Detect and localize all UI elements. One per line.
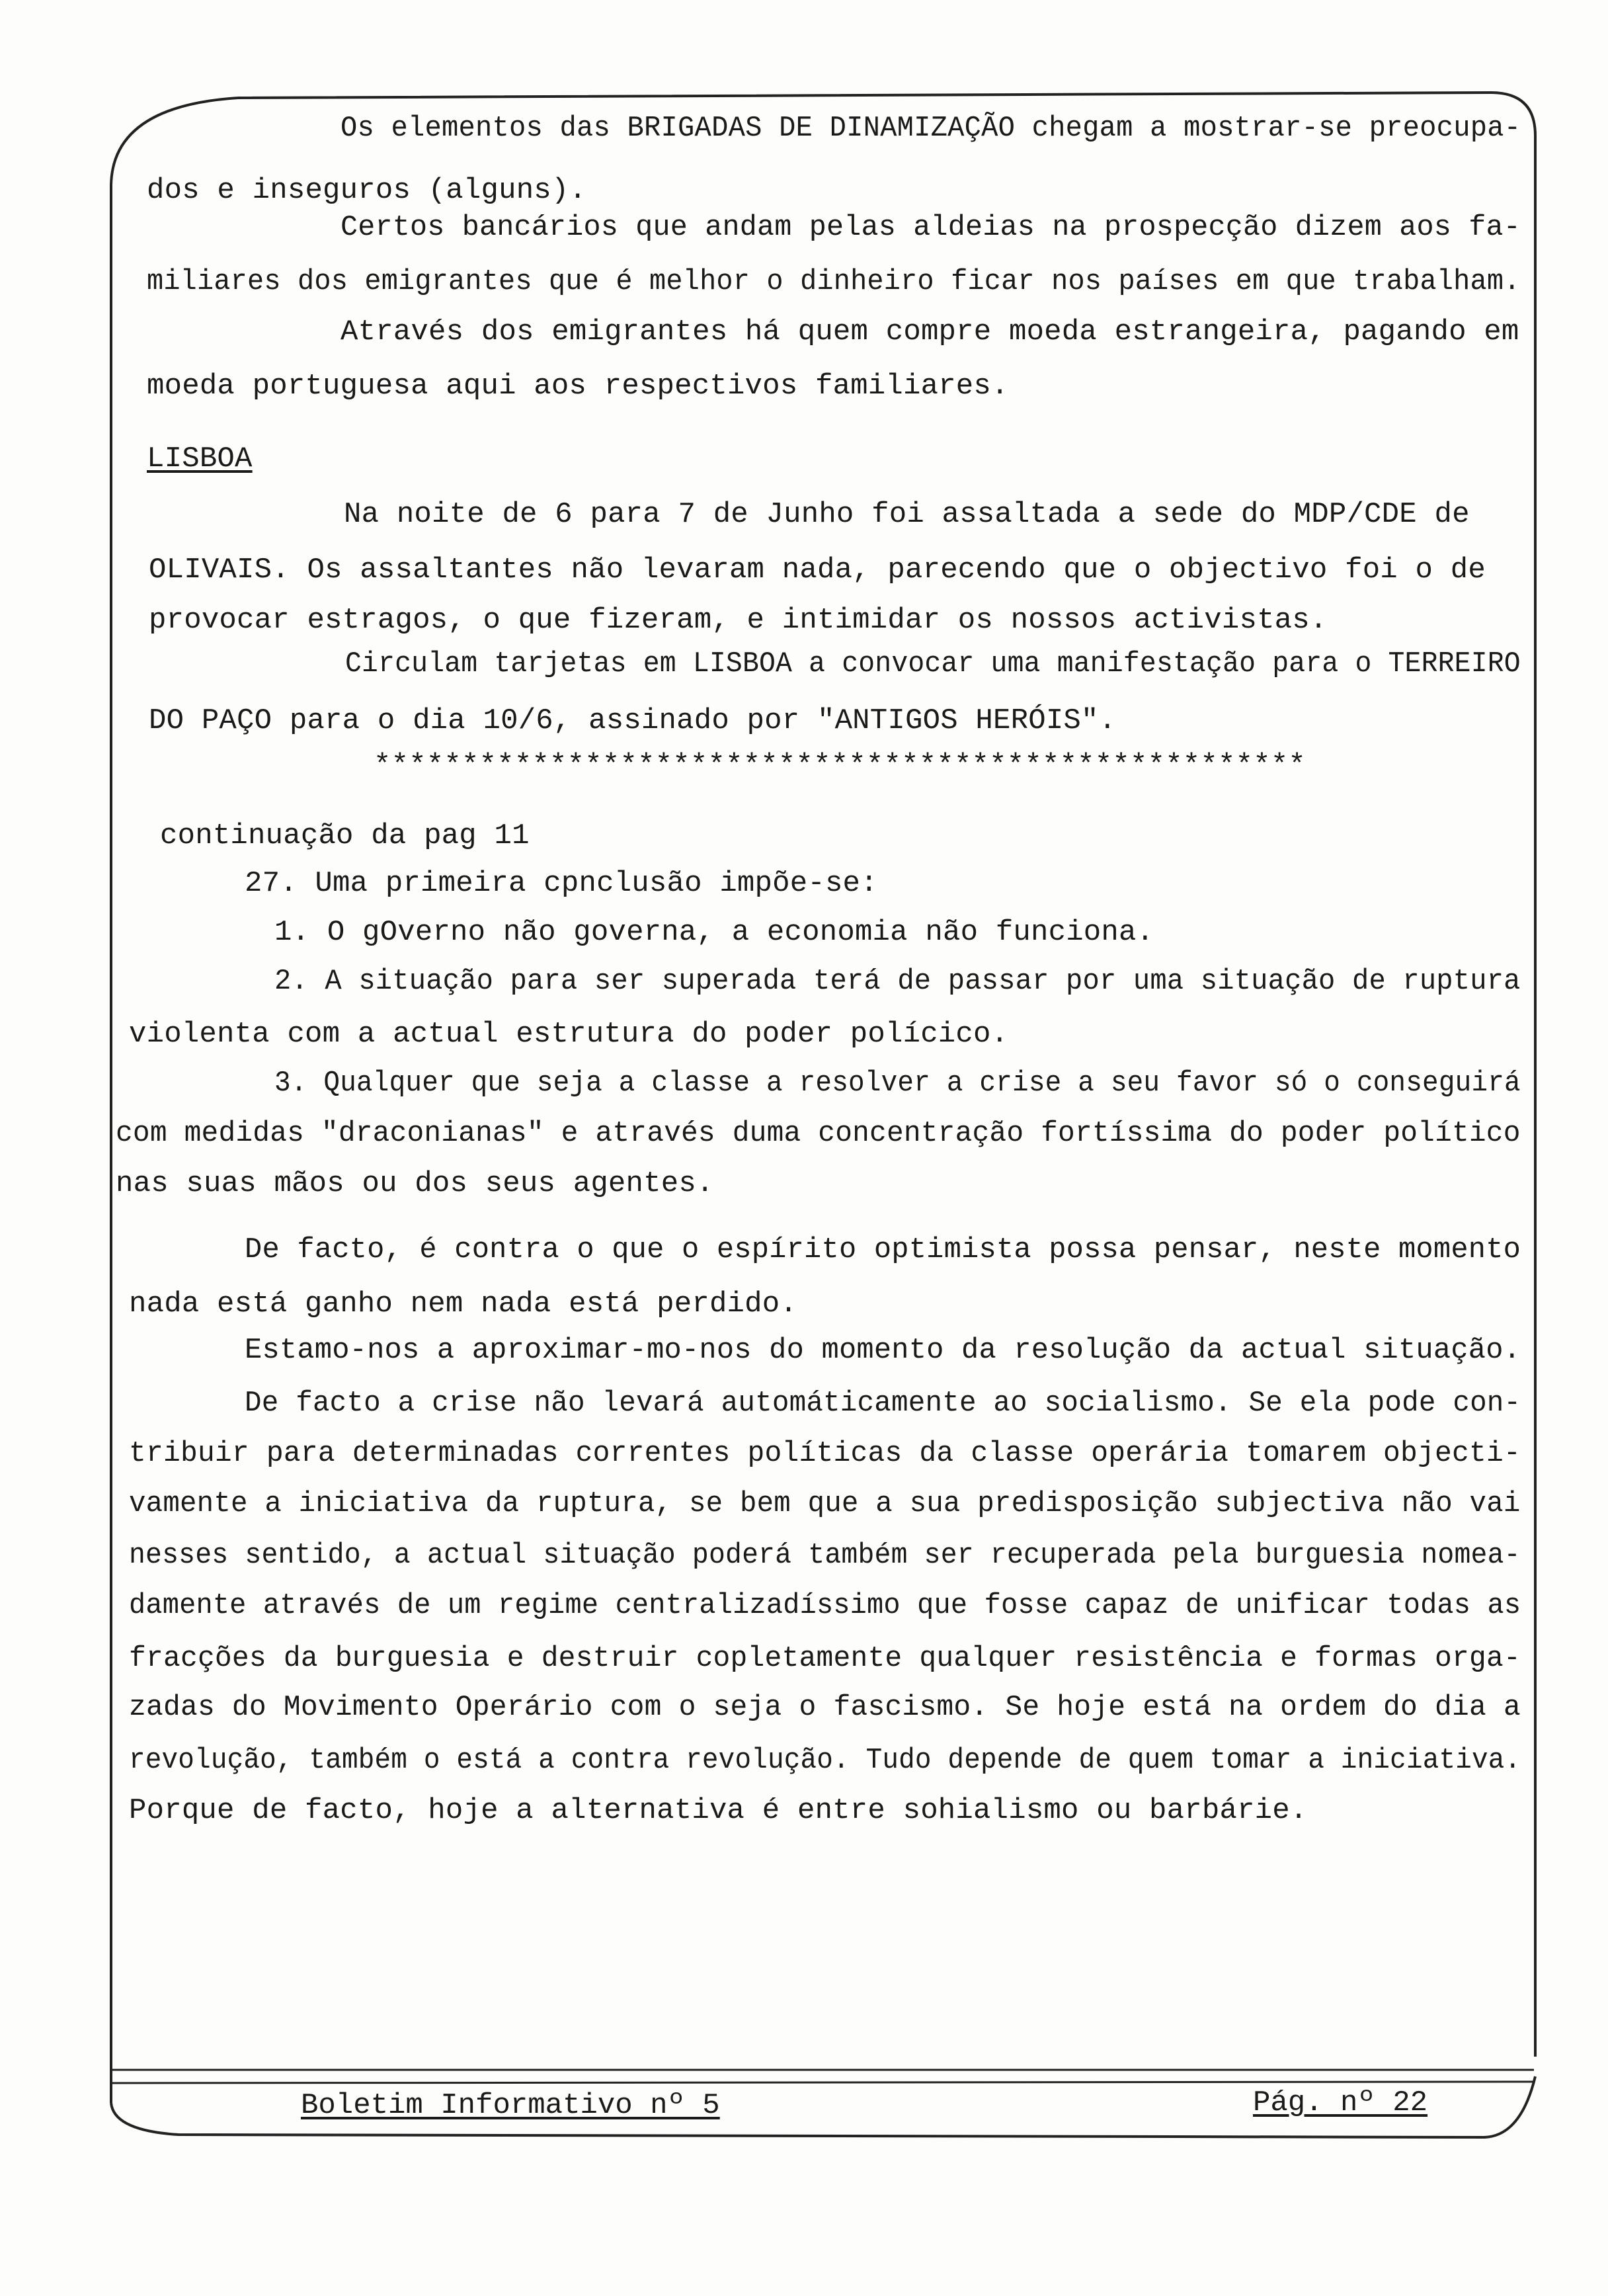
paragraph-crise-2: tribuir para determinadas correntes políticas da classe operária tomarem objecti- [129,1437,1521,1470]
intro-line-1: Os elementos das BRIGADAS DE DINAMIZAÇÃO chegam a mostrar-se preocupa- [341,112,1521,145]
separator-asterisks: ***************************************************** [374,749,1306,782]
paragraph-estamo: Estamo-nos a aproximar-mo-nos do momento da resolução da actual situação. [245,1334,1521,1367]
paragraph-crise-3: vamente a iniciativa da ruptura, se bem que a sua predisposição subjectiva não vai [129,1487,1521,1520]
paragraph-crise-7: zadas do Movimento Operário com o seja o fascismo. Se hoje está na ordem do dia a [129,1691,1521,1724]
paragraph-crise-4: nesses sentido, a actual situação poderá também ser recuperada pela burguesia nomea- [129,1539,1521,1572]
paragraph-crise-6: fracções da burguesia e destruir copletamente qualquer resistência e formas orga- [129,1642,1521,1675]
intro-line-4: miliares dos emigrantes que é melhor o dinheiro ficar nos países em que trabalham. [147,265,1521,298]
lisboa-line-1: Na noite de 6 para 7 de Junho foi assaltada a sede do MDP/CDE de [344,498,1470,531]
continuation-heading: continuação da pag 11 [160,819,530,852]
paragraph-defacto-1: De facto, é contra o que o espírito optimista possa pensar, neste momento [245,1233,1521,1266]
conclusion-item-3-cont-1: com medidas "draconianas" e através duma concentração fortíssima do poder político [116,1117,1521,1150]
paragraph-defacto-1-cont: nada está ganho nem nada está perdido. [129,1288,797,1321]
paragraph-crise-5: damente através de um regime centralizadíssimo que fosse capaz de unificar todas as [129,1589,1521,1622]
intro-line-5: Através dos emigrantes há quem compre moeda estrangeira, pagando em [341,315,1519,348]
lisboa-line-5: DO PAÇO para o dia 10/6, assinado por "ANTIGOS HERÓIS". [149,704,1117,737]
paragraph-crise-8: revolução, também o está a contra revolução. Tudo depende de quem tomar a iniciativa. [129,1744,1521,1777]
footer-bulletin-title: Boletim Informativo nº 5 [301,2089,720,2122]
conclusion-item-1: 1. O gOverno não governa, a economia não funciona. [274,916,1154,949]
intro-line-6: moeda portuguesa aqui aos respectivos familiares. [147,370,1009,403]
conclusion-item-3: 3. Qualquer que seja a classe a resolver a crise a seu favor só o conseguirá [274,1067,1521,1100]
intro-line-3: Certos bancários que andam pelas aldeias na prospecção dizem aos fa- [341,211,1521,244]
section-heading-lisboa: LISBOA [147,442,253,475]
paragraph-crise-1: De facto a crise não levará automáticamente ao socialismo. Se ela pode con- [245,1387,1521,1420]
conclusion-item-3-cont-2: nas suas mãos ou dos seus agentes. [116,1167,714,1200]
paragraph-crise-9: Porque de facto, hoje a alternativa é entre sohialismo ou barbárie. [129,1794,1308,1827]
footer-page-number: Pág. nº 22 [1253,2086,1428,2119]
conclusion-intro: 27. Uma primeira cpnclusão impõe-se: [245,867,878,900]
lisboa-line-2: OLIVAIS. Os assaltantes não levaram nada, parecendo que o objectivo foi o de [149,554,1486,587]
lisboa-line-3: provocar estragos, o que fizeram, e intimidar os nossos activistas. [149,604,1328,637]
intro-line-2: dos e inseguros (alguns). [147,174,587,207]
conclusion-item-2-cont: violenta com a actual estrutura do poder polícico. [129,1018,1009,1051]
lisboa-line-4: Circulam tarjetas em LISBOA a convocar uma manifestação para o TERREIRO [345,647,1521,680]
conclusion-item-2: 2. A situação para ser superada terá de passar por uma situação de ruptura [274,965,1521,998]
